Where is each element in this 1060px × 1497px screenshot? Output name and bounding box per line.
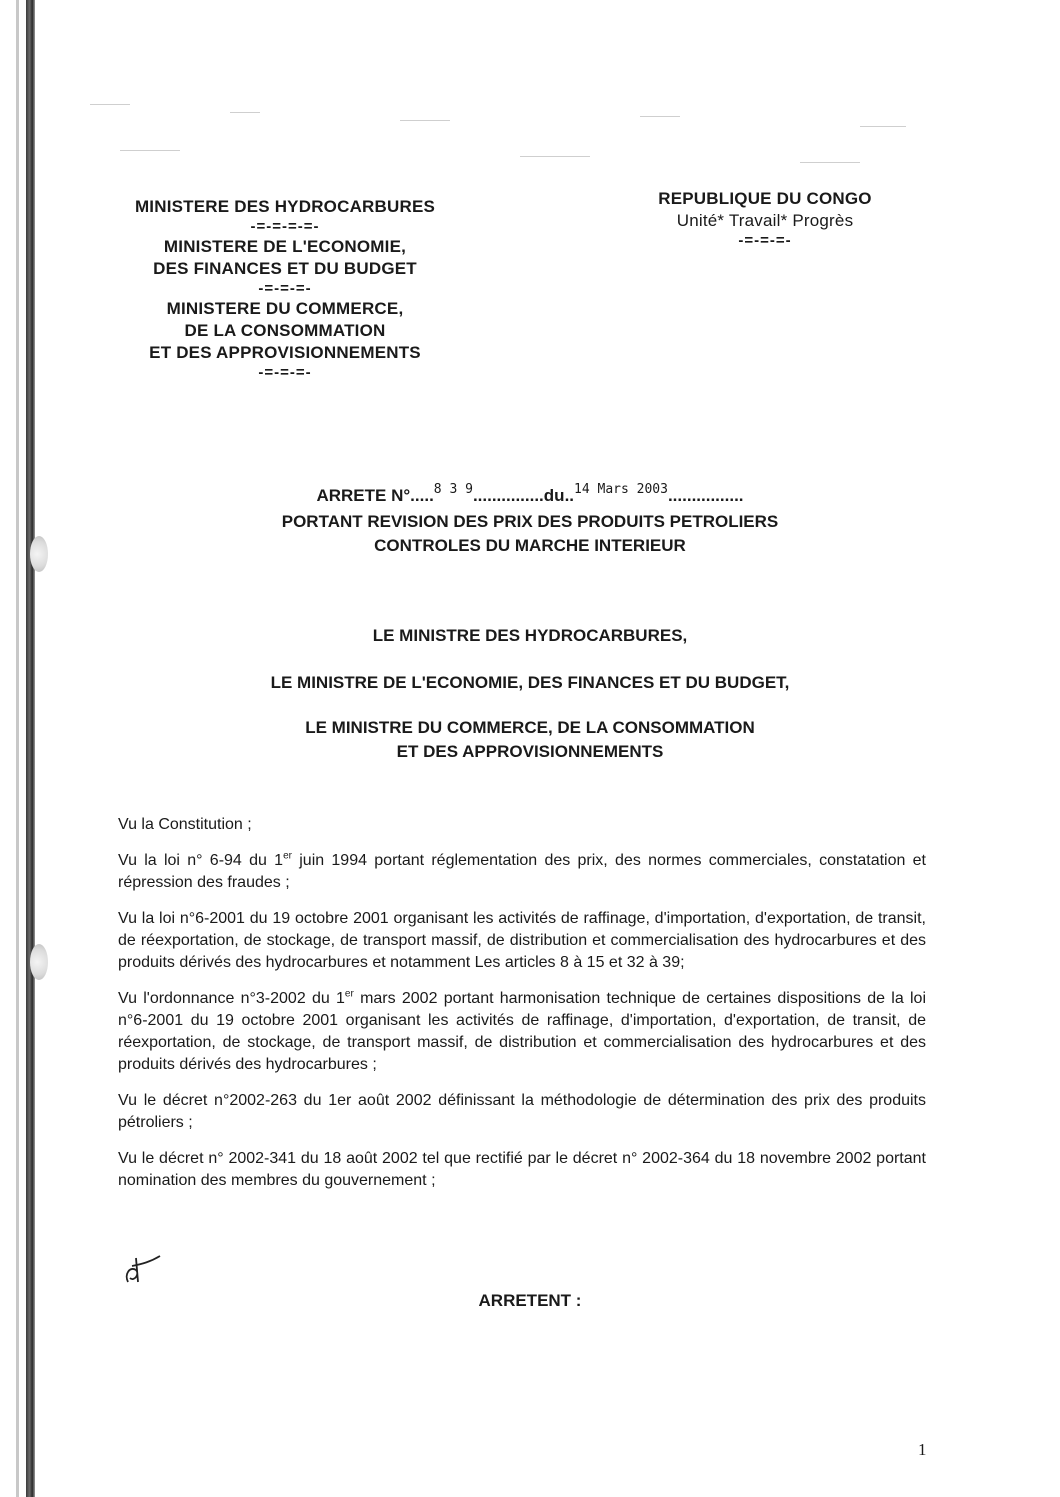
scan-edge-shadow bbox=[16, 0, 19, 1497]
visa-loi-6-2001: Vu la loi n°6-2001 du 19 octobre 2001 organisant les activités de raffinage, d'importation, d'exportation, de transit, de réexportation, de stockage, de transport massif, de distribution et commercialisation des hydrocarbures et des produits dérivés des hydrocarbures et notamment Les articles 8 à 15 et 32 à 39; bbox=[118, 910, 926, 971]
separator: -=-=-=- bbox=[738, 232, 792, 249]
republic-header bbox=[620, 188, 910, 250]
national-motto: Unité* Travail* Progrès bbox=[676, 211, 854, 230]
scan-noise bbox=[90, 104, 130, 105]
scan-noise bbox=[120, 150, 180, 151]
decree-title bbox=[180, 484, 880, 558]
minister-commerce-line2: ET DES APPROVISIONNEMENTS bbox=[396, 742, 664, 761]
visas-section bbox=[118, 814, 926, 1206]
minister-economie: LE MINISTRE DE L'ECONOMIE, DES FINANCES ET DU BUDGET, bbox=[270, 673, 790, 692]
decree-prefix: ARRETE N° bbox=[316, 486, 411, 505]
ministry-economie-line2: DES FINANCES ET DU BUDGET bbox=[153, 259, 417, 278]
scan-noise bbox=[520, 156, 590, 157]
scan-noise bbox=[230, 112, 260, 113]
dotted-leader: ................ bbox=[667, 486, 744, 505]
punch-hole bbox=[30, 944, 48, 980]
decree-date: 14 Mars 2003 bbox=[574, 482, 668, 497]
scan-noise bbox=[860, 126, 906, 127]
separator: -=-=-=-=- bbox=[250, 218, 320, 235]
arretent-heading: ARRETENT : bbox=[478, 1291, 582, 1310]
ministry-commerce-line2: DE LA CONSOMMATION bbox=[184, 321, 386, 340]
minister-hydrocarbures: LE MINISTRE DES HYDROCARBURES, bbox=[372, 626, 688, 645]
minister-commerce bbox=[160, 716, 900, 764]
dotted-leader: ..... bbox=[410, 486, 434, 505]
punch-hole bbox=[30, 536, 48, 572]
decree-number: 8 3 9 bbox=[433, 482, 473, 497]
decree-number-line bbox=[316, 484, 743, 510]
scan-noise bbox=[400, 120, 450, 121]
ministry-commerce-line3: ET DES APPROVISIONNEMENTS bbox=[149, 343, 421, 362]
handwritten-initials bbox=[120, 1252, 166, 1288]
ministries-header bbox=[100, 196, 470, 382]
dotted-leader: ............... bbox=[472, 486, 544, 505]
scan-binding-edge bbox=[26, 0, 35, 1497]
ministry-economie-line1: MINISTERE DE L'ECONOMIE, bbox=[163, 237, 407, 256]
visa-decret-2002-263: Vu le décret n°2002-263 du 1er août 2002 définissant la méthodologie de détermination des prix des produits pétroliers ; bbox=[118, 1092, 926, 1131]
visa-constitution: Vu la Constitution ; bbox=[118, 816, 252, 833]
scan-noise bbox=[800, 162, 860, 163]
minister-commerce-line1: LE MINISTRE DU COMMERCE, DE LA CONSOMMATION bbox=[305, 718, 755, 737]
separator: -=-=-=- bbox=[258, 280, 312, 297]
decree-subject-line1: PORTANT REVISION DES PRIX DES PRODUITS PETROLIERS bbox=[281, 512, 779, 531]
decree-du: du bbox=[543, 486, 565, 505]
page-number: 1 bbox=[918, 1440, 927, 1459]
visa-loi-6-94: Vu la loi n° 6-94 du 1er juin 1994 portant réglementation des prix, des normes commerciales, constatation et répression des fraudes ; bbox=[118, 850, 927, 891]
visa-decret-2002-341: Vu le décret n° 2002-341 du 18 août 2002 tel que rectifié par le décret n° 2002-364 du 18 novembre 2002 portant nomination des membres du gouvernement ; bbox=[118, 1150, 926, 1189]
ministry-hydrocarbures: MINISTERE DES HYDROCARBURES bbox=[134, 197, 436, 216]
scan-noise bbox=[640, 116, 680, 117]
country-name: REPUBLIQUE DU CONGO bbox=[658, 189, 872, 208]
ministry-commerce-line1: MINISTERE DU COMMERCE, bbox=[166, 299, 404, 318]
visa-ordonnance-3-2002: Vu l'ordonnance n°3-2002 du 1er mars 2002 portant harmonisation technique de certaines dispositions de la loi n°6-2001 du 19 octobre 2001 organisant les activités de raffinage, d'importation, d'exportation, de transit, de réexportation, de stockage, de transport massif, de distribution et commercialisation des hydrocarbures et des produits dérivés des hydrocarbures ; bbox=[118, 988, 927, 1073]
separator: -=-=-=- bbox=[258, 364, 312, 381]
decree-subject-line2: CONTROLES DU MARCHE INTERIEUR bbox=[374, 536, 686, 555]
dotted-leader: .. bbox=[564, 486, 575, 505]
